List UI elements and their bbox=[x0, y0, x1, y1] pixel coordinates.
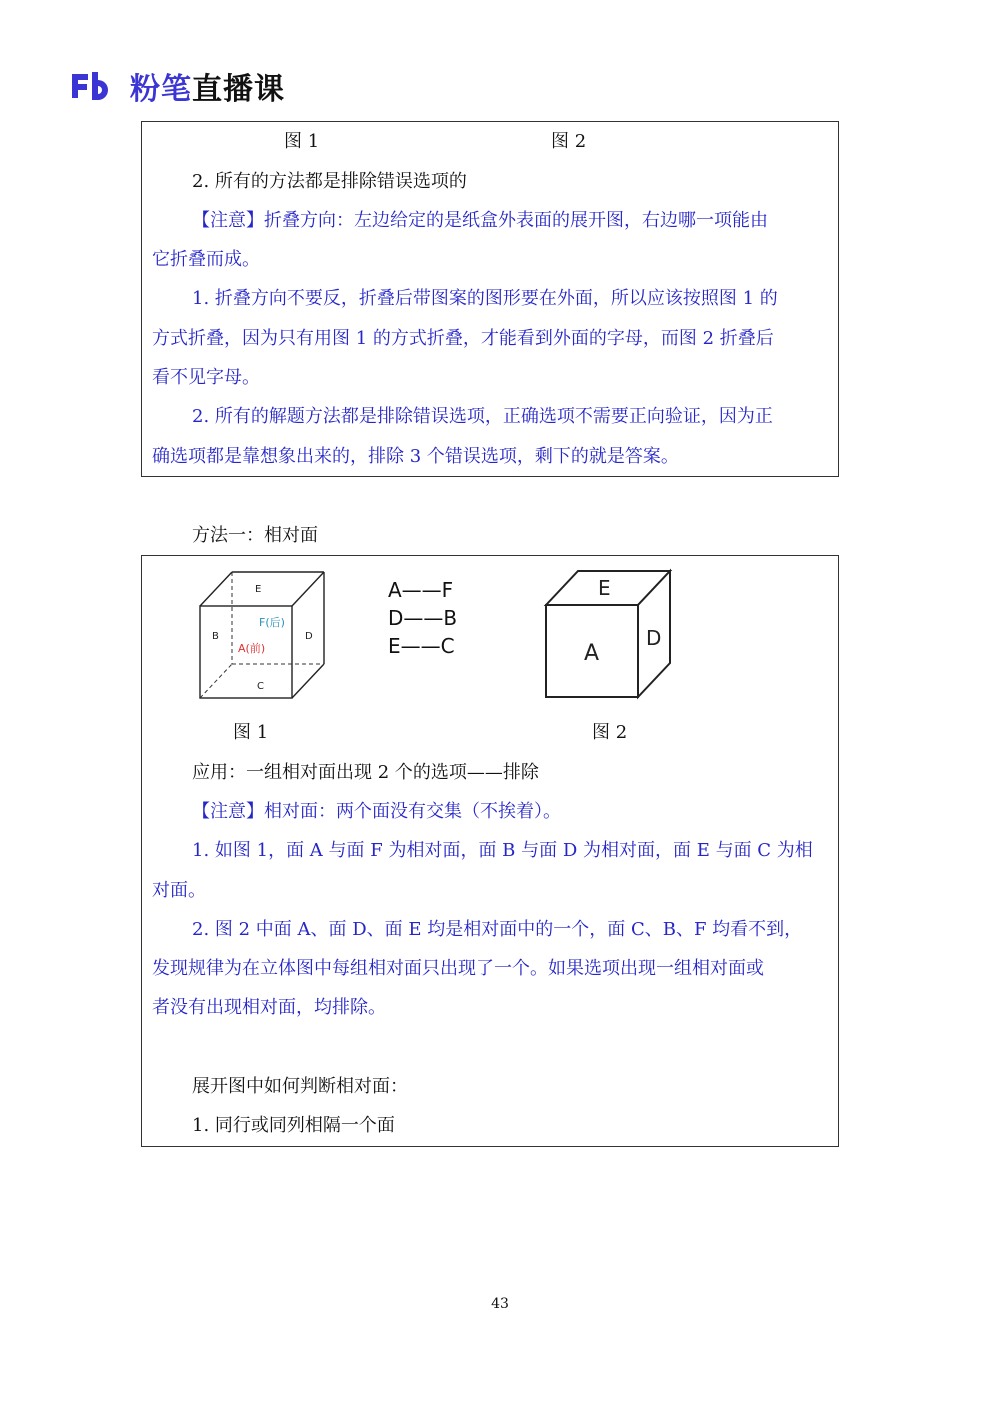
box1-line-4: 方式折叠，因为只有用图 1 的方式折叠，才能看到外面的字母，而图 2 折叠后 bbox=[152, 328, 774, 349]
logo-brand-text: 粉笔 bbox=[130, 72, 192, 107]
box2-line-3: 对面。 bbox=[152, 880, 206, 901]
fb-logo-icon bbox=[70, 70, 118, 102]
box1-fig2-caption: 图 2 bbox=[551, 131, 587, 152]
cube1-label-c: C bbox=[257, 681, 264, 692]
box2-line-6: 者没有出现相对面，均排除。 bbox=[152, 997, 386, 1018]
cube1-label-a: A(前) bbox=[238, 642, 266, 655]
box1-fig1-caption: 图 1 bbox=[284, 131, 320, 152]
box1-line-6: 2. 所有的解题方法都是排除错误选项，正确选项不需要正向验证，因为正 bbox=[192, 406, 773, 427]
cube2-label-e: E bbox=[598, 576, 611, 600]
box2-line-0: 应用：一组相对面出现 2 个的选项——排除 bbox=[192, 762, 539, 783]
box2-line-8: 1. 同行或同列相隔一个面 bbox=[192, 1115, 395, 1136]
logo-suffix-text: 直播课 bbox=[192, 72, 285, 107]
brand-logo bbox=[70, 64, 285, 108]
cube2-label-a: A bbox=[584, 641, 600, 666]
box2-line-2: 1. 如图 1，面 A 与面 F 为相对面，面 B 与面 D 为相对面，面 E 与面 C 为相 bbox=[192, 840, 813, 861]
box1-line-3: 1. 折叠方向不要反，折叠后带图案的图形要在外面，所以应该按照图 1 的 bbox=[192, 288, 778, 309]
cube1-label-b: B bbox=[212, 631, 219, 642]
box2-line-5: 发现规律为在立体图中每组相对面只出现了一个。如果选项出现一组相对面或 bbox=[152, 958, 764, 979]
box2-fig1-caption: 图 1 bbox=[233, 722, 269, 743]
pair-a-f: A——F bbox=[388, 578, 454, 602]
box1-line-7: 确选项都是靠想象出来的，排除 3 个错误选项，剩下的就是答案。 bbox=[152, 446, 679, 467]
cube1-label-e: E bbox=[255, 584, 262, 595]
cube1-label-d: D bbox=[305, 631, 313, 642]
box1-line-2: 它折叠而成。 bbox=[152, 249, 260, 270]
cube2-label-d: D bbox=[646, 626, 662, 650]
page-number: 43 bbox=[491, 1296, 509, 1312]
section-title: 方法一：相对面 bbox=[192, 525, 318, 546]
box1-line-0: 2. 所有的方法都是排除错误选项的 bbox=[192, 171, 467, 192]
pair-d-b: D——B bbox=[388, 606, 458, 630]
box2-line-7: 展开图中如何判断相对面： bbox=[192, 1076, 408, 1097]
box2-line-4: 2. 图 2 中面 A、面 D、面 E 均是相对面中的一个，面 C、B、F 均看不到， bbox=[192, 919, 803, 940]
cube1-label-f: F(后) bbox=[259, 616, 285, 629]
cube-solid-figure bbox=[540, 565, 680, 705]
box2-fig2-caption: 图 2 bbox=[592, 722, 628, 743]
pair-e-c: E——C bbox=[388, 634, 455, 658]
box1-line-1: 【注意】折叠方向：左边给定的是纸盒外表面的展开图，右边哪一项能由 bbox=[192, 210, 768, 231]
box2-line-1: 【注意】相对面：两个面没有交集（不挨着）。 bbox=[192, 801, 561, 822]
box1-line-5: 看不见字母。 bbox=[152, 367, 260, 388]
cube-wireframe-figure bbox=[192, 564, 342, 706]
